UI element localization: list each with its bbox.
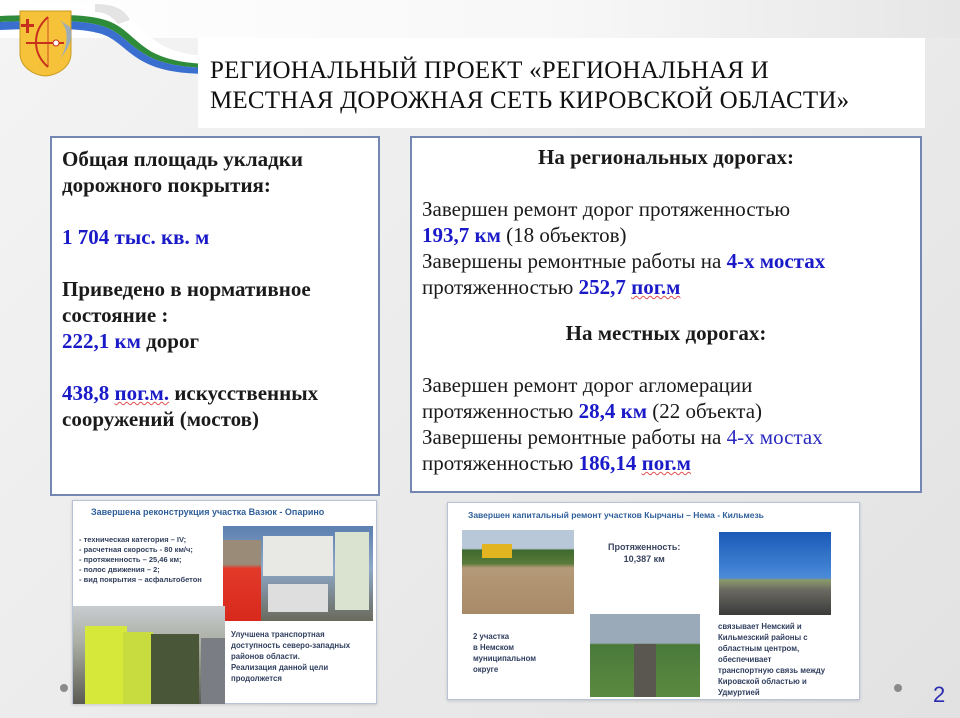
local-bridges-prefix: Завершены ремонтные работы на xyxy=(422,425,727,449)
finished-road-photo xyxy=(719,532,831,615)
local-line-2 xyxy=(422,398,910,424)
photo-panel-2-right-caption xyxy=(718,621,825,698)
bridges-line xyxy=(62,380,368,406)
photo-panel-vazyuk-oparino xyxy=(72,500,377,704)
caption-line: 2 участка xyxy=(473,632,510,641)
spec-item: - полос движения – 2; xyxy=(79,565,160,574)
info-board-photo xyxy=(223,526,373,621)
spec-item: - техническая категория – IV; xyxy=(79,535,187,544)
caption-line: Реализация данной цели xyxy=(231,663,329,672)
specs-list xyxy=(79,535,202,585)
local-length-prefix-2: протяженностью xyxy=(422,451,579,475)
page-number: 2 xyxy=(933,682,946,707)
roads-line xyxy=(62,328,368,354)
photo-panel-1-title: Завершена реконструкция участка Вазюк - Опарино xyxy=(91,507,325,517)
handshake-photo xyxy=(73,606,225,704)
title-line-2: МЕСТНАЯ ДОРОЖНАЯ СЕТЬ КИРОВСКОЙ ОБЛАСТИ» xyxy=(210,87,850,114)
bridges-suffix-1: искусственных xyxy=(174,381,319,405)
regional-line-3 xyxy=(422,248,910,274)
regional-length: 193,7 км xyxy=(422,223,501,247)
bullet-dot-left-icon xyxy=(60,684,68,692)
caption-line: областным центром, xyxy=(718,644,800,653)
caption-line: связывает Немский и xyxy=(718,622,802,631)
photo-panel-1-caption xyxy=(231,629,350,684)
local-length: 28,4 км xyxy=(578,399,647,423)
caption-line: Кировской областью и xyxy=(718,677,807,686)
caption-line: округе xyxy=(473,665,499,674)
local-length-prefix: протяженностью xyxy=(422,399,579,423)
regional-bridges-length: 252,7 xyxy=(578,275,626,299)
local-line-3 xyxy=(422,424,910,450)
area-heading-2: дорожного покрытия: xyxy=(62,173,271,197)
photo-panel-kyrchany-nema-kilmez xyxy=(447,502,860,700)
caption-line: продолжется xyxy=(231,674,282,683)
caption-line: муниципальном xyxy=(473,654,537,663)
local-bridges-unit: пог.м xyxy=(641,451,691,475)
length-value: 10,387 км xyxy=(623,554,665,564)
caption-line: Улучшена транспортная xyxy=(231,630,325,639)
title-box xyxy=(198,38,925,128)
caption-line: транспортную связь между xyxy=(718,666,826,675)
roads-detail-panel xyxy=(410,136,922,493)
area-value: 1 704 тыс. кв. м xyxy=(62,225,210,249)
bridges-value: 438,8 xyxy=(62,381,110,405)
summary-panel xyxy=(50,136,380,496)
regional-bridges-unit: пог.м xyxy=(631,275,681,299)
local-bridges-length: 186,14 xyxy=(578,451,637,475)
regional-line-2 xyxy=(422,222,910,248)
bullet-dot-right-icon xyxy=(894,684,902,692)
length-block xyxy=(608,541,680,565)
page-title xyxy=(210,56,849,116)
spec-item: - вид покрытия – асфальтобетон xyxy=(79,575,202,584)
spec-item: - протяженность – 25,46 км; xyxy=(79,555,182,564)
local-objects: (22 объекта) xyxy=(647,399,763,423)
regional-heading: На региональных дорогах: xyxy=(538,145,794,169)
spec-item: - расчетная скорость - 80 км/ч; xyxy=(79,545,193,554)
regional-line-4 xyxy=(422,274,910,300)
normative-heading-1: Приведено в нормативное xyxy=(62,277,311,301)
length-label: Протяженность: xyxy=(608,542,681,552)
photo-panel-2-left-caption xyxy=(473,631,536,675)
aerial-road-photo xyxy=(590,614,700,697)
regional-bridges-prefix: Завершены ремонтные работы на xyxy=(422,249,727,273)
caption-line: районов области. xyxy=(231,652,300,661)
bridges-suffix-2: сооружений (мостов) xyxy=(62,407,259,431)
title-line-1: РЕГИОНАЛЬНЫЙ ПРОЕКТ «РЕГИОНАЛЬНАЯ И xyxy=(210,57,769,84)
caption-line: Кильмезский районы с xyxy=(718,633,808,642)
local-line-1: Завершен ремонт дорог агломерации xyxy=(422,373,753,397)
photo-panel-2-title: Завершен капитальный ремонт участков Кырчаны – Нема - Кильмезь xyxy=(468,510,764,520)
bridges-unit: пог.м. xyxy=(114,381,170,405)
kirov-coat-of-arms-icon xyxy=(18,9,73,77)
normative-heading-2: состояние : xyxy=(62,303,169,327)
regional-bridges-count: 4-х мостах xyxy=(726,249,826,273)
roads-value: 222,1 км xyxy=(62,329,141,353)
local-heading: На местных дорогах: xyxy=(565,321,767,345)
excavator-photo xyxy=(462,530,574,614)
local-bridges-count: 4-х мостах xyxy=(726,425,823,449)
regional-objects: (18 объектов) xyxy=(500,223,627,247)
caption-line: в Немском xyxy=(473,643,515,652)
caption-line: обеспечивает xyxy=(718,655,772,664)
regional-line-1: Завершен ремонт дорог протяженностью xyxy=(422,197,791,221)
roads-suffix: дорог xyxy=(140,329,199,353)
local-line-4 xyxy=(422,450,910,476)
caption-line: доступность северо-западных xyxy=(231,641,351,650)
area-heading-1: Общая площадь укладки xyxy=(62,147,303,171)
caption-line: Удмуртией xyxy=(718,688,760,697)
regional-length-prefix: протяженностью xyxy=(422,275,579,299)
